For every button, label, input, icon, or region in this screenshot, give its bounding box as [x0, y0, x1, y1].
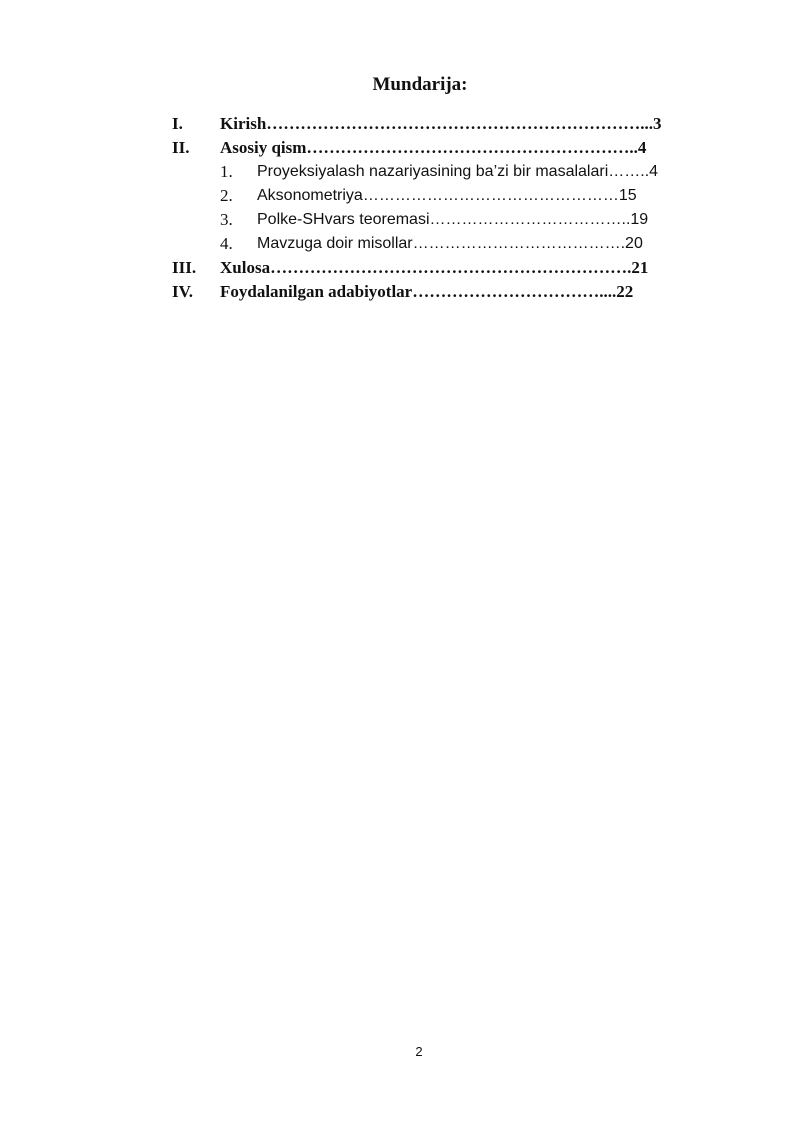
toc-entry-text: Asosiy qism…………………………………………………..4 [220, 138, 647, 157]
toc-subentry-text: Aksonometriya…………………………………………15 [257, 187, 637, 204]
page-number: 2 [415, 1044, 423, 1059]
toc-subentry-misollar [172, 232, 698, 256]
toc-title: Mundarija: [372, 74, 468, 95]
toc-entry-marker: I. [172, 114, 183, 133]
toc-entry-kirish [172, 112, 698, 136]
toc-subentry-text: Mavzuga doir misollar………………………………….20 [257, 235, 643, 252]
toc-entry-marker: IV. [172, 282, 193, 301]
toc-subentry-aksonometriya [172, 184, 698, 208]
toc-entry-text: Xulosa……………………………………………………….21 [220, 258, 649, 277]
toc-subentry-number: 3. [220, 210, 233, 229]
toc-subentry-number: 2. [220, 186, 233, 205]
toc-subentry-number: 1. [220, 162, 233, 181]
toc-entry-marker: II. [172, 138, 190, 157]
toc-entry-asosiy-qism [172, 136, 698, 160]
toc-entry-text: Foydalanilgan adabiyotlar……………………………....22 [220, 282, 634, 301]
toc-subentry-number: 4. [220, 234, 233, 253]
toc-entry-text: Kirish…………………………………………………………...3 [220, 114, 662, 133]
toc-subentry-text: Polke-SHvars teoremasi………………………………..19 [257, 211, 649, 228]
toc-entry-adabiyotlar [172, 280, 698, 304]
toc-subentry-proyeksiyalash [172, 160, 698, 184]
toc-subentry-text: Proyeksiyalash nazariyasining ba’zi bir masalalari……..4 [257, 163, 659, 180]
toc-entry-xulosa [172, 256, 698, 280]
toc-entry-marker: III. [172, 258, 197, 277]
table-of-contents [172, 112, 698, 304]
toc-subentry-polke-shvars [172, 208, 698, 232]
